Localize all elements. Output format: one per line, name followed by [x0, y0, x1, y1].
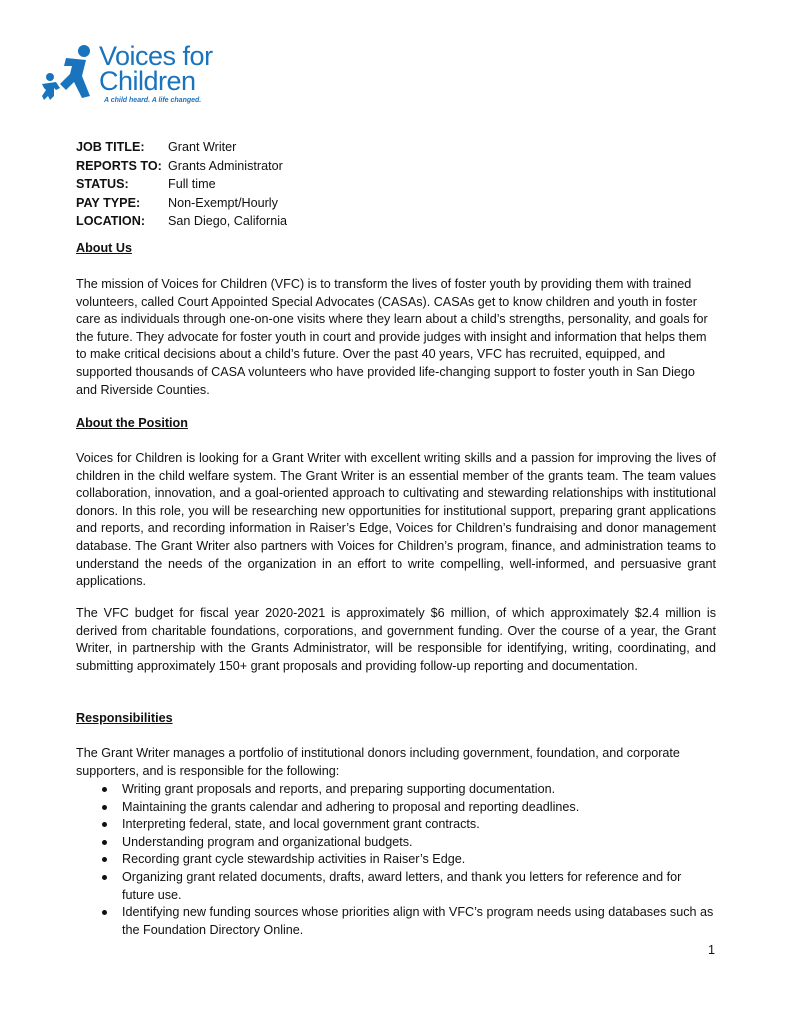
info-value: Grants Administrator	[168, 158, 283, 173]
list-item	[76, 851, 716, 869]
list-item	[76, 816, 716, 834]
about-us-heading: About Us	[76, 241, 132, 255]
page-number: 1	[708, 943, 716, 957]
list-item-text: Organizing grant related documents, drafts, award letters, and thank you letters for reference and for future use.	[122, 869, 682, 902]
voices-for-children-logo	[40, 42, 240, 104]
bullet-icon	[102, 787, 107, 792]
responsibilities-heading: Responsibilities	[76, 711, 173, 725]
info-label: LOCATION:	[76, 214, 146, 228]
bullet-icon	[102, 840, 107, 845]
pay-type-row	[76, 194, 287, 213]
bullet-icon	[102, 875, 107, 880]
responsibilities-list	[76, 781, 716, 939]
list-item	[76, 869, 716, 904]
list-item-text: Writing grant proposals and reports, and preparing supporting documentation.	[122, 782, 556, 796]
info-label: JOB TITLE:	[76, 140, 145, 154]
list-item	[76, 834, 716, 852]
info-label: PAY TYPE:	[76, 195, 141, 210]
bullet-icon	[102, 857, 107, 862]
job-title-row	[76, 138, 287, 157]
logo-tagline: A child heard. A life changed.	[104, 97, 202, 104]
info-value: Grant Writer	[168, 140, 237, 154]
info-value: San Diego, California	[168, 214, 288, 228]
list-item-text: Identifying new funding sources whose priorities align with VFC’s program needs using databases such as the Foundation Directory Online.	[122, 905, 714, 937]
bullet-icon	[102, 910, 107, 915]
list-item	[76, 781, 716, 799]
logo-text-line2: Children	[99, 66, 196, 96]
reports-to-row	[76, 157, 287, 176]
location-row	[76, 212, 287, 231]
info-label: REPORTS TO:	[76, 158, 162, 173]
about-position-paragraph: Voices for Children is looking for a Grant Writer with excellent writing skills and a passion for improving the lives of children in the child welfare system. The Grant Writer is an essential member of the grants team. The team values collaboration, innovation, and a goal-oriented approach to cultivating and stewarding relationships with institutional donors. In this role, you will be researching new opportunities for institutional support, preparing grant applications and reports, and recording information in Raiser’s Edge, Voices for Children’s fundraising and donor management database. The Grant Writer also partners with Voices for Children’s program, finance, and administration teams to understand the needs of the organization in an effort to write compelling, well-informed, and persuasive grant applications.	[76, 451, 716, 589]
list-item	[76, 904, 716, 939]
list-item	[76, 799, 716, 817]
info-value: Non-Exempt/Hourly	[168, 195, 278, 210]
about-us-paragraph: The mission of Voices for Children (VFC) is to transform the lives of foster youth by providing them with trained volunteers, called Court Appointed Special Advocates (CASAs). CASAs get to know children and youth in foster care as individuals through one-on-one visits where they learn about a child’s strengths, personality, and goals for the future. They advocate for foster youth in court and provide judges with insight and information that helps them to make critical decisions about a child’s future. Over the past 40 years, VFC has recruited, equipped, and supported thousands of CASA volunteers who have provided life-changing support to foster youth in San Diego and Riverside Counties.	[76, 277, 708, 397]
list-item-text: Recording grant cycle stewardship activities in Raiser’s Edge.	[122, 852, 466, 867]
info-label: STATUS:	[76, 177, 129, 191]
responsibilities-intro: The Grant Writer manages a portfolio of institutional donors including government, foundation, and corporate supporters, and is responsible for the following:	[76, 746, 680, 778]
job-info-block	[76, 138, 287, 231]
bullet-icon	[102, 805, 107, 810]
bullet-icon	[102, 822, 107, 827]
list-item-text: Interpreting federal, state, and local government grant contracts.	[122, 817, 480, 832]
list-item-text: Maintaining the grants calendar and adhering to proposal and reporting deadlines.	[122, 799, 580, 814]
logo-text-line1: Voices for	[99, 41, 213, 71]
budget-paragraph: The VFC budget for fiscal year 2020-2021 is approximately $6 million, of which approximately $2.4 million is derived from charitable foundations, corporations, and government funding. Over the course of a year, the Grant Writer, in partnership with the Grants Administrator, will be responsible for identifying, writing, coordinating, and submitting approximately 150+ grant proposals and providing follow-up reporting and documentation.	[76, 606, 716, 673]
info-value: Full time	[168, 177, 216, 191]
about-position-heading: About the Position	[76, 416, 188, 430]
status-row	[76, 175, 287, 194]
figures-icon	[40, 44, 100, 102]
list-item-text: Understanding program and organizational budgets.	[122, 834, 413, 849]
